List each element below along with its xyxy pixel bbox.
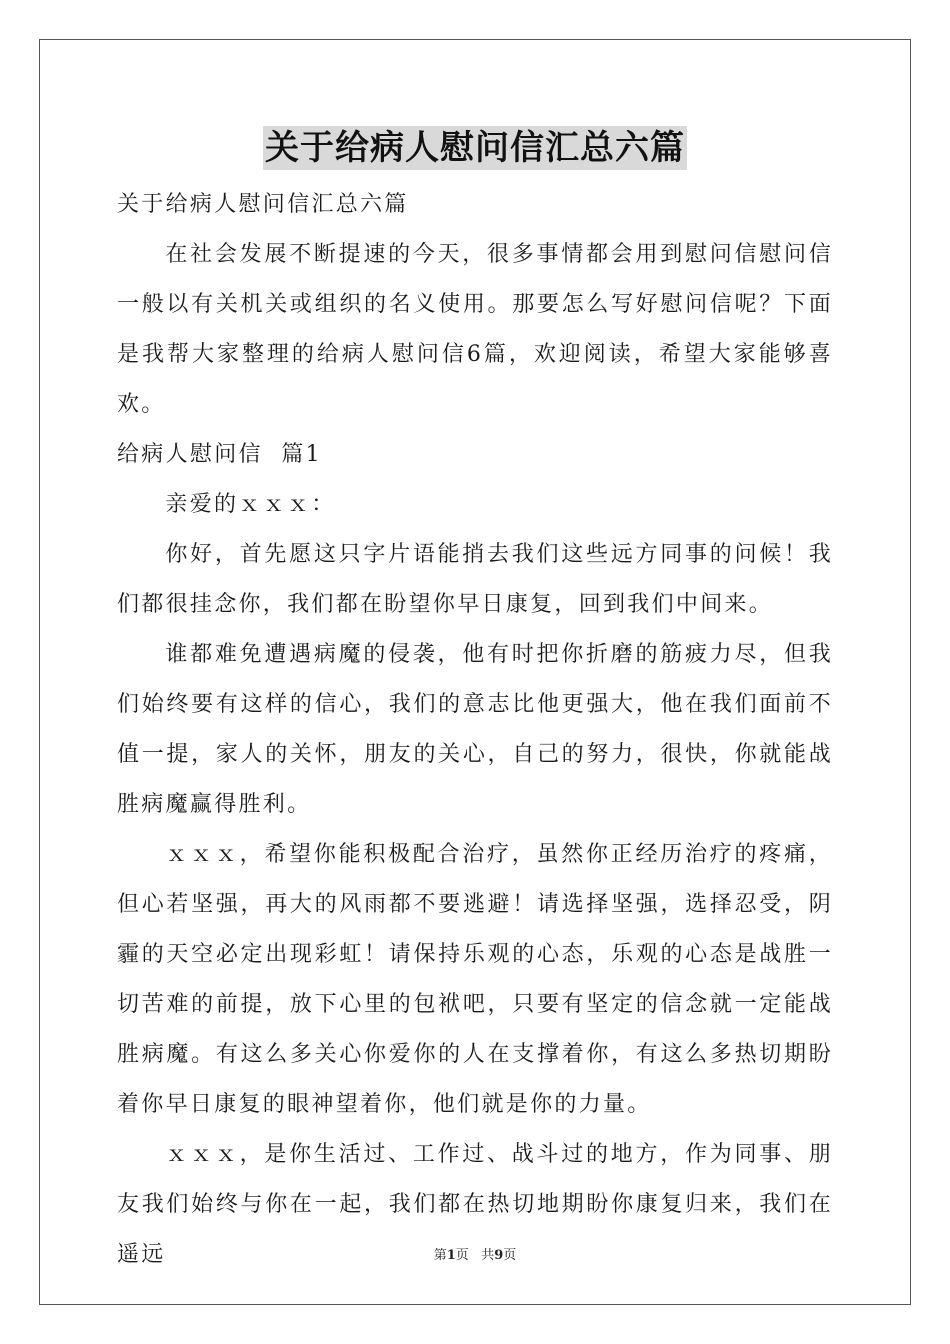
- body-paragraph: ｘｘｘ，希望你能积极配合治疗，虽然你正经历治疗的疼痛，但心若坚强，再大的风雨都不要逃避！请选择坚强，选择忍受，阴霾的天空必定出现彩虹！请保持乐观的心态，乐观的心态是战胜一切苦难的前提，放下心里的包袱吧，只要有坚定的信念就一定能战胜病魔。有这么多关心你爱你的人在支撑着你，有这么多热切期盼着你早日康复的眼神望着你，他们就是你的力量。: [117, 842, 833, 1117]
- title-container: [0, 126, 950, 170]
- page-number: 1: [446, 1248, 456, 1263]
- total-pages: 9: [494, 1248, 504, 1263]
- body-paragraph: ｘｘｘ，是你生活过、工作过、战斗过的地方，作为同事、朋友我们始终与你在一起，我们都在热切地期盼你康复归来，我们在遥远: [117, 1142, 833, 1267]
- body-paragraph: 谁都难免遭遇病魔的侵袭，他有时把你折磨的筋疲力尽，但我们始终要有这样的信心，我们的意志比他更强大，他在我们面前不值一提，家人的关怀，朋友的关心，自己的努力，很快，你就能战胜病魔赢得胜利。: [117, 642, 833, 817]
- document-subtitle: 关于给病人慰问信汇总六篇: [117, 192, 409, 217]
- page-footer: [0, 1247, 950, 1265]
- body-paragraph: 你好，首先愿这只字片语能捎去我们这些远方同事的问候！我们都很挂念你，我们都在盼望你早日康复，回到我们中间来。: [117, 542, 833, 617]
- page-prefix: 第: [433, 1248, 447, 1263]
- total-suffix: 页: [503, 1248, 517, 1263]
- section-heading: 给病人慰问信 篇1: [117, 442, 322, 467]
- salutation: 亲爱的ｘｘｘ：: [165, 492, 336, 517]
- document-body: [117, 180, 833, 1280]
- page-suffix: 页: [455, 1248, 469, 1263]
- intro-paragraph: 在社会发展不断提速的今天，很多事情都会用到慰问信慰问信一般以有关机关或组织的名义使用。那要怎么写好慰问信呢？下面是我帮大家整理的给病人慰问信6篇，欢迎阅读，希望大家能够喜欢。: [117, 242, 833, 417]
- total-prefix: 共: [481, 1248, 495, 1263]
- document-title: 关于给病人慰问信汇总六篇: [265, 128, 685, 168]
